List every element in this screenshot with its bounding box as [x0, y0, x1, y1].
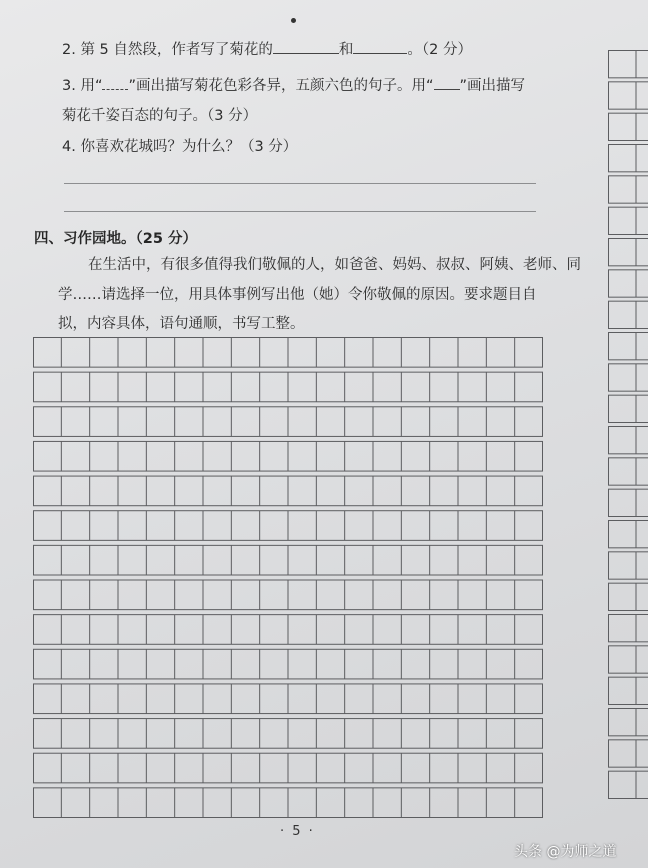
side-grid-row — [609, 521, 648, 548]
side-grid-row — [609, 395, 648, 422]
answer-line-1[interactable] — [64, 183, 536, 184]
grid-row[interactable] — [34, 684, 543, 714]
grid-row[interactable] — [34, 372, 543, 402]
side-grid-row — [609, 677, 648, 704]
answer-blank[interactable] — [353, 53, 407, 54]
side-grid-row — [609, 176, 648, 203]
prompt-line-2: 学……请选择一位，用具体事例写出他（她）令你敬佩的原因。要求题目自 — [58, 287, 537, 303]
question-2-mid: 和 — [338, 42, 354, 58]
grid-row[interactable] — [34, 753, 543, 783]
grid-row[interactable] — [34, 615, 543, 645]
wavy-line-blank — [102, 89, 128, 90]
grid-row[interactable] — [34, 338, 543, 368]
question-2-end: 。（2 分） — [407, 42, 472, 58]
section-4-title: 四、习作园地。（25 分） — [34, 231, 197, 247]
side-grid-row — [609, 458, 648, 485]
watermark-text: 头条 @为师之道 — [514, 844, 617, 860]
grid-row[interactable] — [34, 545, 543, 575]
question-3-part-a: 3. 用“ — [62, 78, 103, 94]
adjacent-page-grid — [600, 50, 648, 802]
question-2-text: 2. 第 5 自然段，作者写了菊花的 — [62, 42, 273, 58]
side-grid-row — [609, 301, 648, 328]
question-3-line-2: 菊花千姿百态的句子。（3 分） — [62, 108, 258, 124]
writing-grid[interactable] — [33, 337, 543, 822]
answer-line-2[interactable] — [64, 211, 536, 212]
side-grid-row — [609, 364, 648, 391]
side-grid-row — [609, 427, 648, 454]
grid-row[interactable] — [34, 649, 543, 679]
side-grid-row — [609, 145, 648, 172]
grid-row[interactable] — [34, 441, 543, 471]
grid-row[interactable] — [34, 511, 543, 541]
question-2 — [62, 40, 472, 60]
side-grid-row — [609, 583, 648, 610]
ink-dot — [291, 18, 296, 23]
grid-row[interactable] — [34, 476, 543, 506]
page-number: · 5 · — [280, 824, 315, 839]
question-3-part-c: ”画出描写 — [459, 78, 526, 94]
straight-line-blank — [434, 89, 460, 90]
side-grid-row — [609, 771, 648, 798]
side-grid-row — [609, 552, 648, 579]
side-grid-row — [609, 270, 648, 297]
grid-row[interactable] — [34, 407, 543, 437]
answer-blank[interactable] — [273, 53, 339, 54]
prompt-line-3: 拟，内容具体，语句通顺，书写工整。 — [58, 316, 305, 332]
side-grid-row — [609, 646, 648, 673]
question-3-line-1 — [62, 76, 525, 96]
grid-row[interactable] — [34, 580, 543, 610]
side-grid-row — [609, 51, 648, 78]
side-grid-row — [609, 615, 648, 642]
side-grid-row — [609, 489, 648, 516]
side-grid-row — [609, 709, 648, 736]
grid-row[interactable] — [34, 719, 543, 749]
side-grid-row — [609, 333, 648, 360]
side-grid-row — [609, 113, 648, 140]
grid-row[interactable] — [34, 788, 543, 818]
question-3-part-b: ”画出描写菊花色彩各异，五颜六色的句子。用“ — [128, 78, 434, 94]
side-grid-row — [609, 740, 648, 767]
side-grid-row — [609, 82, 648, 109]
side-grid-row — [609, 239, 648, 266]
side-grid-row — [609, 207, 648, 234]
question-4: 4. 你喜欢花城吗？为什么？（3 分） — [62, 139, 298, 155]
prompt-line-1: 在生活中，有很多值得我们敬佩的人，如爸爸、妈妈、叔叔、阿姨、老师、同 — [88, 257, 581, 273]
